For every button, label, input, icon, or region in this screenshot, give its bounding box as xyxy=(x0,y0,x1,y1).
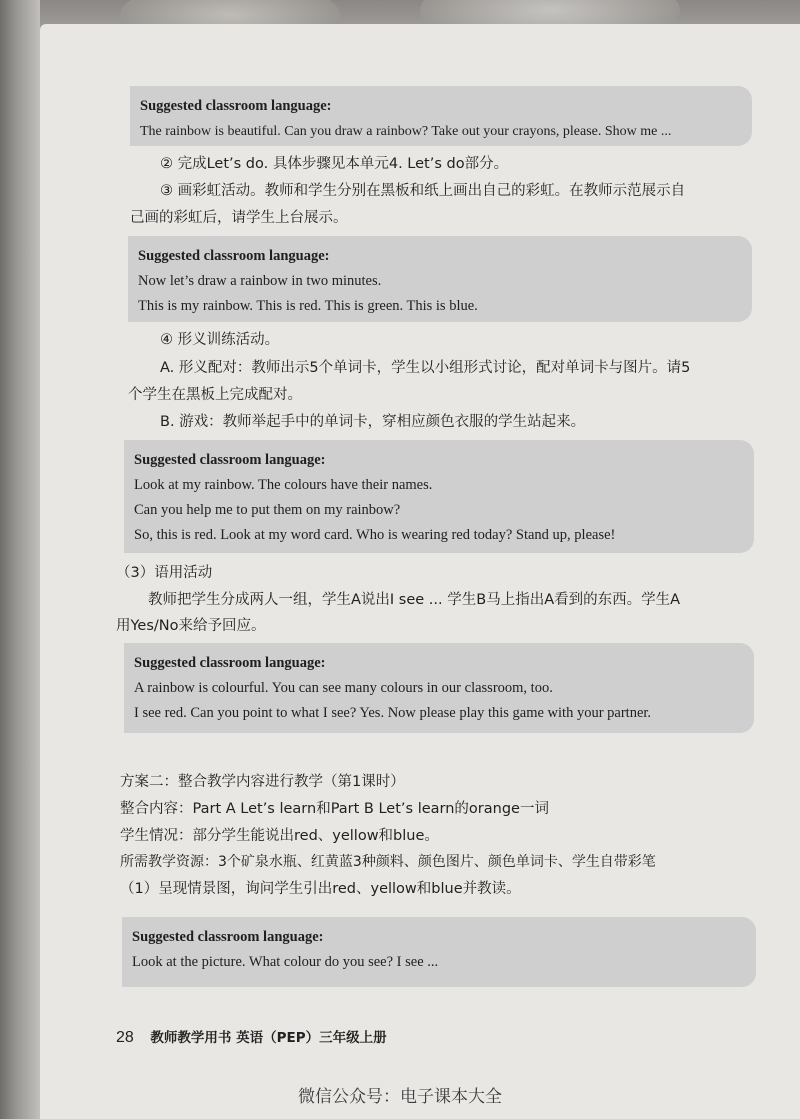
book-title: 教师教学用书 英语（PEP）三年级上册 xyxy=(150,1030,387,1046)
box-line: I see red. Can you point to what I see? Yes. Now please play this game with your partner. xyxy=(134,705,652,721)
box-heading: Suggested classroom language: xyxy=(140,98,332,114)
plan-text: 学生情况：部分学生能说出red、yellow和blue。 xyxy=(120,828,439,844)
box-heading: Suggested classroom language: xyxy=(134,655,326,671)
suggested-language-box xyxy=(128,236,752,322)
section-heading: （3）语用活动 xyxy=(116,565,213,581)
box-heading: Suggested classroom language: xyxy=(132,929,324,945)
page-footer xyxy=(116,1026,387,1047)
box-line: This is my rainbow. This is red. This is green. This is blue. xyxy=(138,298,478,314)
box-line: The rainbow is beautiful. Can you draw a rainbow? Take out your crayons, please. Show me ... xyxy=(140,124,672,139)
step-text: ③ 画彩虹活动。教师和学生分别在黑板和纸上画出自己的彩虹。在教师示范展示自 xyxy=(160,183,686,199)
box-line: So, this is red. Look at my word card. Who is wearing red today? Stand up, please! xyxy=(134,527,616,543)
step-text: A. 形义配对：教师出示5个单词卡，学生以小组形式讨论，配对单词卡与图片。请5 xyxy=(160,360,691,376)
step-text: ② 完成Let’s do. 具体步骤见本单元4. Let’s do部分。 xyxy=(160,156,509,172)
box-line: Look at my rainbow. The colours have their names. xyxy=(134,477,433,493)
suggested-language-box xyxy=(130,86,752,146)
watermark-text: 微信公众号：电子课本大全 xyxy=(298,1087,502,1107)
box-heading: Suggested classroom language: xyxy=(134,452,326,468)
step-text: B. 游戏：教师举起手中的单词卡，穿相应颜色衣服的学生站起来。 xyxy=(160,414,586,430)
suggested-language-box xyxy=(124,440,754,553)
plan-text: （1）呈现情景图，询问学生引出red、yellow和blue并教读。 xyxy=(120,881,521,897)
page-number: 28 xyxy=(116,1029,134,1046)
box-heading: Suggested classroom language: xyxy=(138,248,330,264)
section-text: 教师把学生分成两人一组，学生A说出I see ... 学生B马上指出A看到的东西。学生A xyxy=(148,592,681,608)
box-line: Now let’s draw a rainbow in two minutes. xyxy=(138,273,382,289)
box-line: A rainbow is colourful. You can see many colours in our classroom, too. xyxy=(134,680,553,696)
plan-heading: 方案二：整合教学内容进行教学（第1课时） xyxy=(120,774,405,790)
plan-text: 整合内容：Part A Let’s learn和Part B Let’s learn的orange一词 xyxy=(120,801,549,817)
section-text: 用Yes/No来给予回应。 xyxy=(116,618,266,634)
suggested-language-box xyxy=(122,917,756,987)
suggested-language-box xyxy=(124,643,754,733)
book-spine-edge xyxy=(0,0,40,1119)
plan-text: 所需教学资源：3个矿泉水瓶、红黄蓝3种颜料、颜色图片、颜色单词卡、学生自带彩笔 xyxy=(120,854,656,870)
box-line: Can you help me to put them on my rainbow? xyxy=(134,502,401,518)
step-text: 个学生在黑板上完成配对。 xyxy=(128,387,302,403)
step-text: ④ 形义训练活动。 xyxy=(160,332,280,348)
step-text: 己画的彩虹后，请学生上台展示。 xyxy=(130,210,348,226)
box-line: Look at the picture. What colour do you see? I see ... xyxy=(132,954,439,970)
